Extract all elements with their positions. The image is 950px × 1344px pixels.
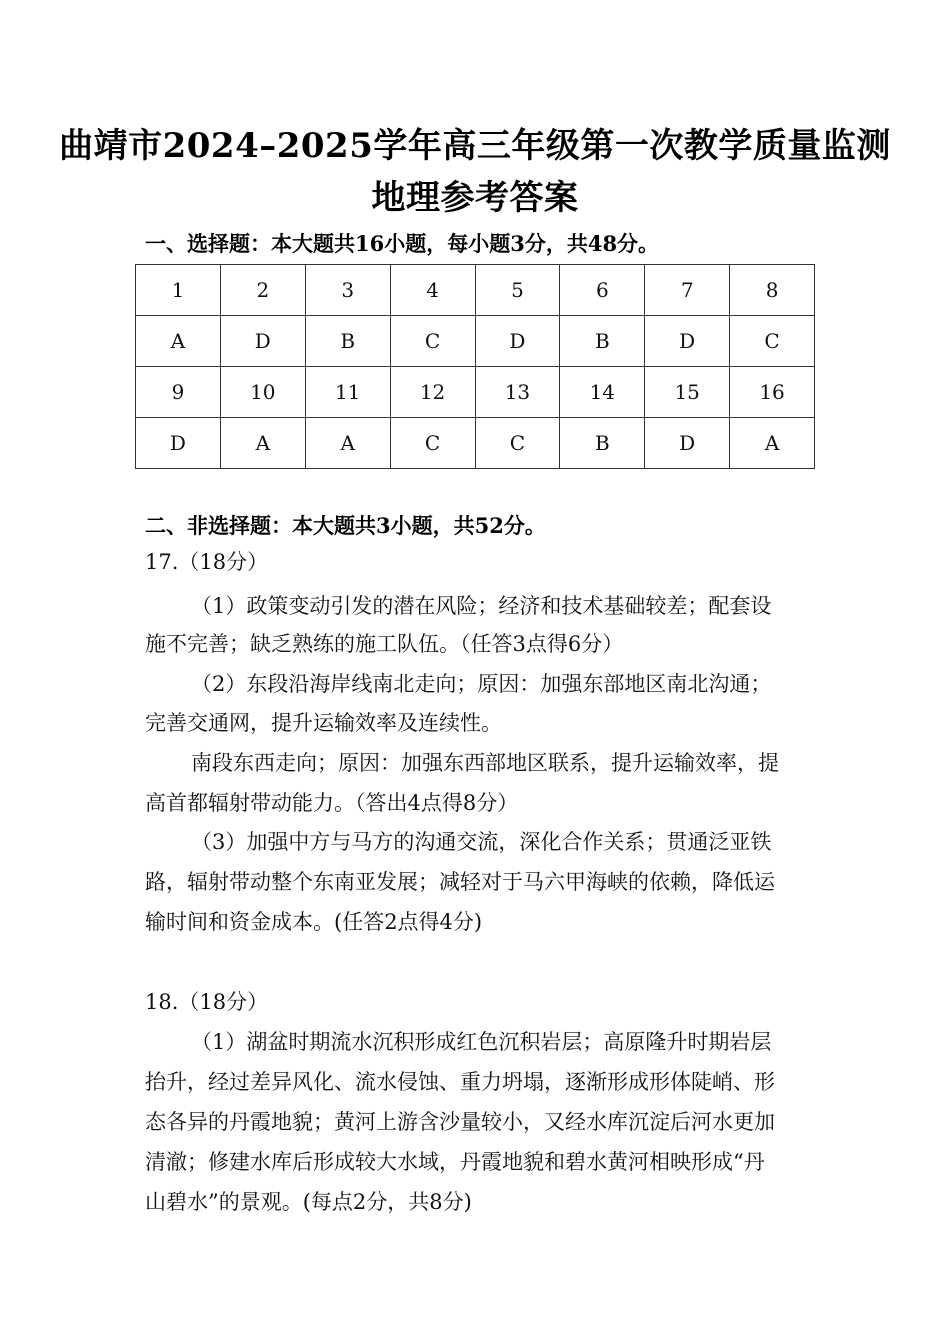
document-title: 曲靖市2024–2025学年高三年级第一次教学质量监测 bbox=[59, 126, 891, 166]
document-subtitle: 地理参考答案 bbox=[371, 178, 579, 218]
answer-cell: D bbox=[645, 316, 730, 367]
question-17-header: 17.（18分） bbox=[145, 550, 269, 574]
question-17-line: 完善交通网，提升运输效率及连续性。 bbox=[145, 711, 502, 735]
answer-cell: B bbox=[560, 418, 645, 469]
answer-cell: D bbox=[136, 418, 221, 469]
question-17-line: 输时间和资金成本。(任答2点得4分) bbox=[145, 910, 483, 934]
question-18-line: 抬升，经过差异风化、流水侵蚀、重力坍塌，逐渐形成形体陡峭、形 bbox=[145, 1070, 775, 1094]
question-18-line: （1）湖盆时期流水沉积形成红色沉积岩层；高原隆升时期岩层 bbox=[191, 1030, 772, 1054]
question-number-cell: 5 bbox=[475, 265, 560, 316]
answer-table bbox=[135, 264, 815, 469]
question-number-cell: 2 bbox=[220, 265, 305, 316]
question-17-line: 路，辐射带动整个东南亚发展；减轻对于马六甲海峡的依赖，降低运 bbox=[145, 870, 775, 894]
question-number-cell: 10 bbox=[220, 367, 305, 418]
question-number-cell: 14 bbox=[560, 367, 645, 418]
question-18-line: 清澈；修建水库后形成较大水域，丹霞地貌和碧水黄河相映形成“丹 bbox=[145, 1150, 765, 1174]
question-number-cell: 12 bbox=[390, 367, 475, 418]
question-18-line: 态各异的丹霞地貌；黄河上游含沙量较小，又经水库沉淀后河水更加 bbox=[145, 1110, 775, 1134]
answer-cell: C bbox=[730, 316, 815, 367]
question-number-cell: 13 bbox=[475, 367, 560, 418]
question-number-cell: 8 bbox=[730, 265, 815, 316]
question-17-line: （3）加强中方与马方的沟通交流，深化合作关系；贯通泛亚铁 bbox=[191, 830, 772, 854]
question-18-line: 山碧水”的景观。(每点2分，共8分) bbox=[145, 1190, 472, 1214]
answer-row bbox=[136, 418, 815, 469]
question-number-cell: 4 bbox=[390, 265, 475, 316]
answer-cell: D bbox=[220, 316, 305, 367]
question-number-cell: 6 bbox=[560, 265, 645, 316]
answer-cell: C bbox=[390, 418, 475, 469]
question-17-line: （1）政策变动引发的潜在风险；经济和技术基础较差；配套设 bbox=[191, 594, 772, 618]
question-number-cell: 3 bbox=[305, 265, 390, 316]
answer-row bbox=[136, 316, 815, 367]
question-17-line: 南段东西走向；原因：加强东西部地区联系，提升运输效率，提 bbox=[191, 751, 779, 775]
question-number-cell: 15 bbox=[645, 367, 730, 418]
question-number-cell: 7 bbox=[645, 265, 730, 316]
answer-cell: B bbox=[305, 316, 390, 367]
question-17-line: （2）东段沿海岸线南北走向；原因：加强东部地区南北沟通； bbox=[191, 672, 772, 696]
section-open-questions-heading: 二、非选择题：本大题共3小题，共52分。 bbox=[145, 513, 546, 538]
answer-cell: A bbox=[136, 316, 221, 367]
question-number-cell: 9 bbox=[136, 367, 221, 418]
answer-cell: D bbox=[475, 316, 560, 367]
question-18-header: 18.（18分） bbox=[145, 990, 269, 1014]
answer-cell: C bbox=[475, 418, 560, 469]
section-multiple-choice-heading: 一、选择题：本大题共16小题，每小题3分，共48分。 bbox=[145, 231, 660, 256]
answer-cell: D bbox=[645, 418, 730, 469]
answer-cell: C bbox=[390, 316, 475, 367]
question-number-row bbox=[136, 265, 815, 316]
answer-cell: A bbox=[730, 418, 815, 469]
question-number-row bbox=[136, 367, 815, 418]
answer-cell: B bbox=[560, 316, 645, 367]
question-number-cell: 1 bbox=[136, 265, 221, 316]
question-17-line: 高首都辐射带动能力。（答出4点得8分） bbox=[145, 791, 519, 815]
question-number-cell: 16 bbox=[730, 367, 815, 418]
question-17-line: 施不完善；缺乏熟练的施工队伍。（任答3点得6分） bbox=[145, 632, 624, 656]
answer-cell: A bbox=[220, 418, 305, 469]
question-number-cell: 11 bbox=[305, 367, 390, 418]
answer-cell: A bbox=[305, 418, 390, 469]
